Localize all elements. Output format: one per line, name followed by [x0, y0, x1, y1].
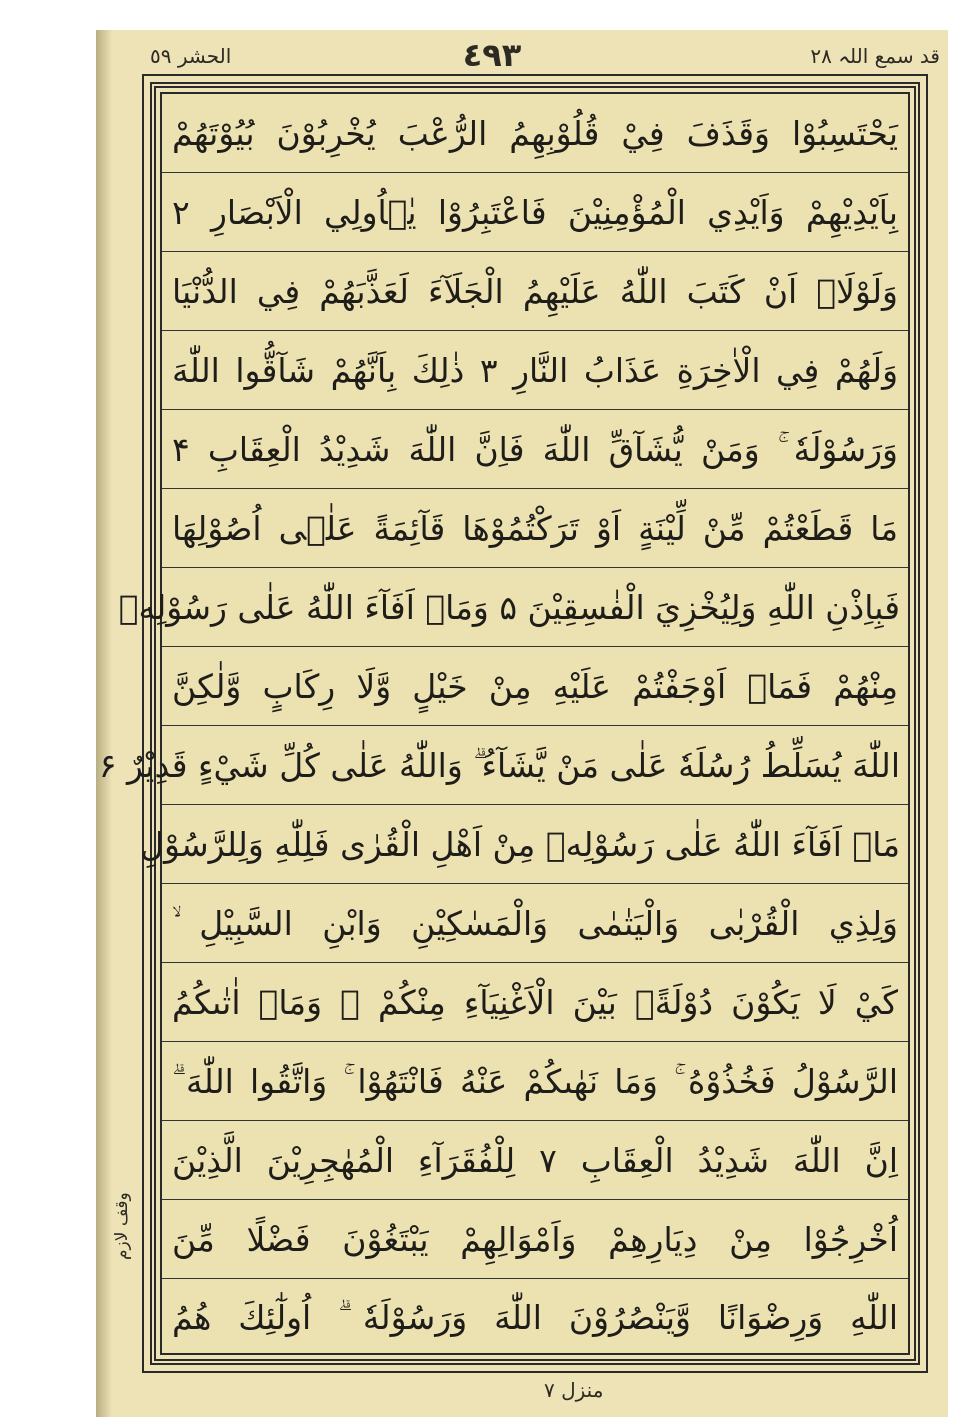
- line-text: مَاۤ اَفَآءَ اللّٰهُ عَلٰى رَسُوْلِهٖ مِنْ اَهْلِ الْقُرٰى فَلِلّٰهِ وَلِلرَّسُوْلِ: [139, 824, 900, 864]
- line-text: مِنْهُمْ فَمَاۤ اَوْجَفْتُمْ عَلَيْهِ مِنْ خَيْلٍ وَّلَا رِكَابٍ وَّلٰكِنَّ: [172, 666, 898, 706]
- line-text: وَرَسُوْلَهٗ ۚ وَمَنْ يُّشَآقِّ اللّٰهَ فَاِنَّ اللّٰهَ شَدِيْدُ الْعِقَابِ ۴: [172, 429, 898, 469]
- text-line: [162, 1279, 908, 1355]
- manzil-label: منزل ۷: [544, 1378, 604, 1402]
- line-text: كَيْ لَا يَكُوْنَ دُوْلَةًۢ بَيْنَ الْاَغْنِيَآءِ مِنْكُمْ ۗ وَمَاۤ اٰتٰىكُمُ: [172, 982, 898, 1022]
- text-line: [162, 1042, 908, 1121]
- juz-label: قد سمع اللہ ۲۸: [810, 44, 940, 68]
- line-text: يَحْتَسِبُوْا وَقَذَفَ فِيْ قُلُوْبِهِمُ الرُّعْبَ يُخْرِبُوْنَ بُيُوْتَهُمْ: [172, 113, 898, 153]
- line-text: بِاَيْدِيْهِمْ وَاَيْدِي الْمُؤْمِنِيْنَ فَاعْتَبِرُوْا يٰۤاُولِي الْاَبْصَارِ ۲: [172, 192, 898, 232]
- text-line: [162, 252, 908, 331]
- text-line: [162, 173, 908, 252]
- text-line: [162, 884, 908, 963]
- line-text: اِنَّ اللّٰهَ شَدِيْدُ الْعِقَابِ ۷ لِلْفُقَرَآءِ الْمُهٰجِرِيْنَ الَّذِيْنَ: [172, 1140, 899, 1180]
- line-text: اللّٰهَ يُسَلِّطُ رُسُلَهٗ عَلٰى مَنْ يَّشَآءُ ۗ وَاللّٰهُ عَلٰى كُلِّ شَيْءٍ قَدِيْرٌ ۶: [98, 745, 900, 785]
- page-number: ٤٩٣: [462, 36, 522, 74]
- text-line: [118, 568, 908, 647]
- text-line: [162, 1200, 908, 1279]
- text-line: [162, 963, 908, 1042]
- line-text: الرَّسُوْلُ فَخُذُوْهُ ۚ وَمَا نَهٰىكُمْ عَنْهُ فَانْتَهُوْا ۚ وَاتَّقُوا اللّٰهَ ۗ: [172, 1061, 898, 1101]
- text-line: [162, 94, 908, 173]
- line-text: وَلِذِي الْقُرْبٰى وَالْيَتٰمٰى وَالْمَسٰكِيْنِ وَابْنِ السَّبِيْلِ ۙ: [172, 903, 898, 943]
- margin-note: وقف لازم: [112, 1192, 132, 1260]
- text-line: [162, 489, 908, 568]
- text-line: [162, 410, 908, 489]
- line-text: وَلَوْلَاۤ اَنْ كَتَبَ اللّٰهُ عَلَيْهِمُ الْجَلَآءَ لَعَذَّبَهُمْ فِي الدُّنْيَا: [172, 271, 898, 311]
- text-line: [139, 805, 908, 884]
- line-text: مَا قَطَعْتُمْ مِّنْ لِّيْنَةٍ اَوْ تَرَكْتُمُوْهَا قَآئِمَةً عَلٰۤى اُصُوْلِهَا: [172, 508, 898, 548]
- text-line: [162, 331, 908, 410]
- text-line: [162, 647, 908, 726]
- line-text: فَبِاِذْنِ اللّٰهِ وَلِيُخْزِيَ الْفٰسِقِيْنَ ۵ وَمَاۤ اَفَآءَ اللّٰهُ عَلٰى رَسُوْلِهٖ: [118, 587, 900, 627]
- page-gutter: [96, 30, 112, 1417]
- surah-label: الحشر ٥٩: [150, 44, 232, 68]
- text-line: [98, 726, 908, 805]
- line-text: اُخْرِجُوْا مِنْ دِيَارِهِمْ وَاَمْوَالِهِمْ يَبْتَغُوْنَ فَضْلًا مِّنَ: [172, 1219, 898, 1259]
- line-text: وَلَهُمْ فِي الْاٰخِرَةِ عَذَابُ النَّارِ ۳ ذٰلِكَ بِاَنَّهُمْ شَآقُّوا اللّٰهَ: [172, 350, 899, 390]
- line-text: اللّٰهِ وَرِضْوَانًا وَّيَنْصُرُوْنَ اللّٰهَ وَرَسُوْلَهٗ ۗ اُولٰٓئِكَ هُمُ: [172, 1297, 898, 1337]
- text-line: [162, 1121, 908, 1200]
